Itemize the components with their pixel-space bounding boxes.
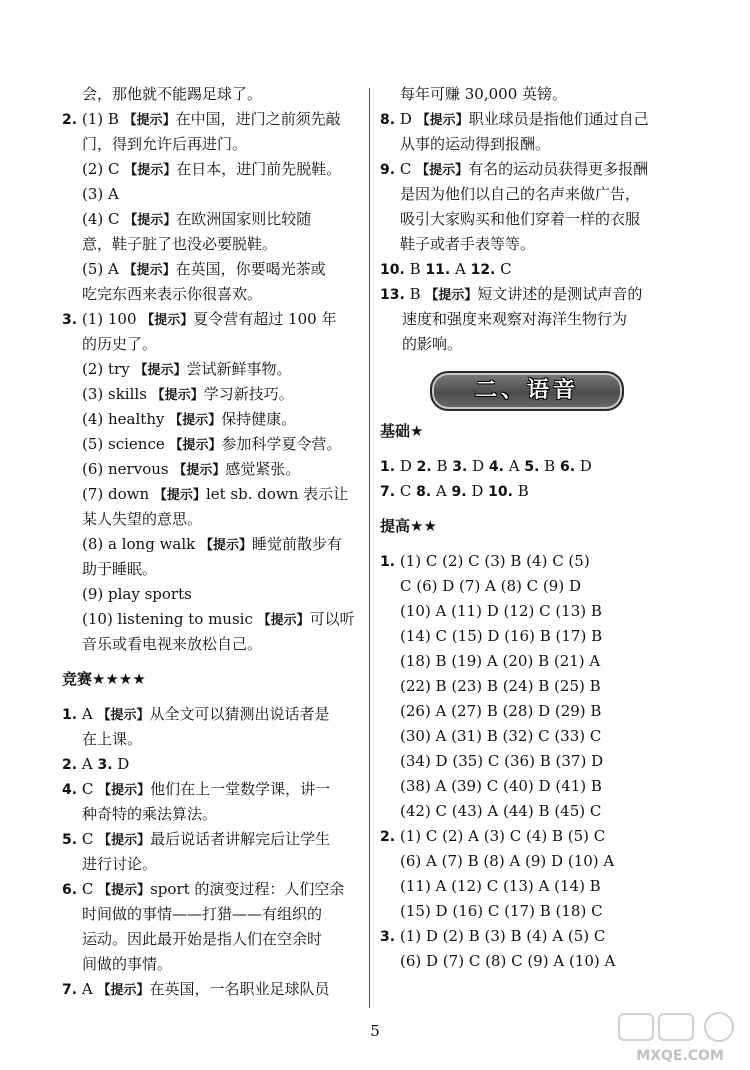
hint-label: 【提示】 (169, 413, 222, 428)
answer-line (380, 674, 680, 699)
answer-text: (2) try (82, 360, 135, 378)
answer-line (62, 82, 362, 107)
answer-text: A (81, 705, 98, 723)
answer-text: 学习新技巧。 (203, 385, 294, 403)
answer-text: D (575, 457, 592, 475)
answer-text: 夏令营有超过 100 年 (193, 310, 337, 328)
answer-line (380, 232, 680, 257)
question-number: 6. (559, 459, 576, 475)
hint-label: 【提示】 (98, 783, 151, 798)
answer-text: 种奇特的乘法算法。 (82, 805, 218, 823)
answer-text: (5) A (82, 260, 124, 278)
answer-text: B (409, 285, 426, 303)
answer-text: (1) B (81, 110, 124, 128)
hint-label: 【提示】 (153, 488, 206, 503)
answer-line (62, 132, 362, 157)
answer-text: (8) a long walk (82, 535, 201, 553)
question-number: 12. (470, 262, 496, 278)
answer-text: C (81, 780, 99, 798)
answer-text: A (431, 482, 452, 500)
answer-text: (1) 100 (81, 310, 142, 328)
question-number: 2. (380, 829, 396, 845)
answer-text: (1) C (2) C (3) B (4) C (5) (399, 552, 590, 570)
answer-text: (15) D (16) C (17) B (18) C (400, 902, 603, 920)
section-heading (62, 667, 362, 692)
answer-text: 助于睡眠。 (82, 560, 158, 578)
section-heading-text: 基础★ (380, 422, 424, 440)
answer-line (62, 282, 362, 307)
section-heading (380, 419, 680, 444)
left-column (62, 82, 362, 1002)
watermark-logo (615, 1010, 745, 1066)
question-number: 7. (62, 982, 78, 998)
answer-text: 在中国，进门之前须先敲 (175, 110, 341, 128)
answer-text: 会，那他就不能踢足球了。 (82, 85, 263, 103)
hint-label: 【提示】 (257, 613, 310, 628)
answer-line (380, 207, 680, 232)
answer-text: 感觉紧张。 (225, 460, 301, 478)
hint-label: 【提示】 (98, 883, 151, 898)
answer-text: 尝试新鲜事物。 (186, 360, 292, 378)
answer-text: 最后说话者讲解完后让学生 (150, 830, 331, 848)
answer-text: (34) D (35) C (36) B (37) D (400, 752, 604, 770)
page-number: 5 (370, 1022, 380, 1040)
answer-line (62, 977, 362, 1002)
hint-label: 【提示】 (200, 538, 253, 553)
answer-text: (22) B (23) B (24) B (25) B (400, 677, 601, 695)
answer-text: (3) skills (82, 385, 152, 403)
answer-text: (30) A (31) B (32) C (33) C (400, 727, 602, 745)
hint-label: 【提示】 (151, 388, 204, 403)
spacer (380, 539, 680, 549)
answer-line (380, 132, 680, 157)
question-number: 2. (416, 459, 432, 475)
answer-line (62, 307, 362, 332)
answer-line (62, 107, 362, 132)
answer-line (380, 574, 680, 599)
question-number: 3. (62, 312, 78, 328)
answer-line (62, 902, 362, 927)
answer-line (62, 582, 362, 607)
answer-line (62, 407, 362, 432)
question-number: 9. (380, 162, 396, 178)
answer-text: A (503, 457, 525, 475)
answer-line (380, 899, 680, 924)
answer-text: (18) B (19) A (20) B (21) A (400, 652, 601, 670)
answer-line (380, 157, 680, 182)
question-number: 6. (62, 882, 78, 898)
answer-text: 从全文可以猜测出说话者是 (149, 705, 330, 723)
answer-text: 保持健康。 (221, 410, 297, 428)
right-column-answers-bottom (380, 419, 680, 974)
answer-line (380, 949, 680, 974)
question-number: 1. (380, 459, 396, 475)
answer-line (380, 924, 680, 949)
answer-line (380, 749, 680, 774)
right-column-answers-top (380, 82, 680, 357)
answer-text: (26) A (27) B (28) D (29) B (400, 702, 602, 720)
answer-line (380, 774, 680, 799)
answer-text: 参加科学夏令营。 (221, 435, 342, 453)
answer-text: 在日本，进门前先脱鞋。 (176, 160, 342, 178)
answer-text: B (431, 457, 453, 475)
answer-text: D (467, 457, 489, 475)
answer-text: 的影响。 (402, 335, 463, 353)
answer-text: A (81, 755, 98, 773)
question-number: 5. (524, 459, 540, 475)
answer-line (380, 107, 680, 132)
question-number: 10. (380, 262, 405, 278)
answer-text: (5) science (82, 435, 170, 453)
answer-line (62, 557, 362, 582)
answer-text: (11) A (12) C (13) A (14) B (400, 877, 601, 895)
answer-line (380, 479, 680, 504)
section-heading-text: 竞赛★★★★ (62, 670, 146, 688)
answer-text: B (409, 260, 426, 278)
hint-label: 【提示】 (97, 708, 150, 723)
answer-line (62, 532, 362, 557)
answer-text: 意，鞋子脏了也没必要脱鞋。 (82, 235, 278, 253)
question-number: 2. (62, 112, 78, 128)
spacer (62, 657, 362, 667)
answer-line (380, 282, 680, 307)
hint-label: 【提示】 (416, 163, 469, 178)
answer-text: D (399, 110, 417, 128)
answer-text: 在上课。 (82, 730, 143, 748)
question-number: 11. (425, 262, 451, 278)
answer-text: 运动。因此最开始是指人们在空余时 (82, 930, 323, 948)
answer-text: (10) listening to music (82, 610, 258, 628)
answer-line (380, 82, 680, 107)
section-banner-wrap (380, 357, 680, 419)
answer-text: D (112, 755, 130, 773)
answer-text: 每年可赚 30,000 英镑。 (400, 85, 568, 103)
question-number: 7. (380, 484, 396, 500)
answer-text: (1) D (2) B (3) B (4) A (5) C (399, 927, 606, 945)
answer-line (62, 727, 362, 752)
answer-text: B (512, 482, 529, 500)
answer-text: D (466, 482, 489, 500)
hint-label: 【提示】 (169, 438, 222, 453)
answer-line (62, 182, 362, 207)
answer-text: (42) C (43) A (44) B (45) C (400, 802, 602, 820)
question-number: 9. (451, 484, 467, 500)
answer-text: let sb. down 表示让 (205, 485, 349, 503)
answer-text: D (399, 457, 417, 475)
answer-line (62, 952, 362, 977)
answer-line (62, 702, 362, 727)
answer-text: 职业球员是指他们通过自己 (468, 110, 649, 128)
answer-text: 吃完东西来表示你很喜欢。 (82, 285, 263, 303)
answer-line (380, 307, 680, 332)
answer-text: (7) down (82, 485, 154, 503)
hint-label: 【提示】 (134, 363, 187, 378)
answer-line (62, 827, 362, 852)
answer-line (380, 699, 680, 724)
section-banner-title: 二、语音 (474, 378, 579, 403)
answer-text: 是因为他们以自己的名声来做广告， (400, 185, 641, 203)
answer-text: 吸引大家购买和他们穿着一样的衣服 (400, 210, 641, 228)
section-heading-text: 提高★★ (380, 517, 437, 535)
hint-label: 【提示】 (97, 983, 150, 998)
answer-text: 从事的运动得到报酬。 (400, 135, 551, 153)
answer-text: (10) A (11) D (12) C (13) B (400, 602, 602, 620)
answer-text: (4) C (82, 210, 125, 228)
answer-text: 时间做的事情——打猎——有组织的 (82, 905, 323, 923)
answer-text: 进行讨论。 (82, 855, 158, 873)
answer-text: 可以听 (309, 610, 355, 628)
answer-line (62, 877, 362, 902)
answer-text: C (495, 260, 512, 278)
answer-text: 在英国，你要喝光茶或 (175, 260, 326, 278)
answer-line (62, 482, 362, 507)
answer-text: (6) A (7) B (8) A (9) D (10) A (400, 852, 615, 870)
spacer (62, 692, 362, 702)
answer-text: sport 的演变过程：人们空余 (150, 880, 345, 898)
answer-text: 鞋子或者手表等等。 (400, 235, 536, 253)
answer-line (380, 624, 680, 649)
question-number: 4. (62, 782, 78, 798)
question-number: 3. (452, 459, 468, 475)
question-number: 8. (416, 484, 432, 500)
answer-line (62, 752, 362, 777)
answer-text: B (539, 457, 560, 475)
hint-label: 【提示】 (173, 463, 226, 478)
answer-text: 在英国，一名职业足球队员 (149, 980, 330, 998)
hint-label: 【提示】 (141, 313, 194, 328)
question-number: 13. (380, 287, 405, 303)
hint-label: 【提示】 (123, 263, 176, 278)
question-number: 2. (62, 757, 78, 773)
question-number: 10. (488, 484, 513, 500)
question-number: 1. (62, 707, 78, 723)
question-number: 3. (97, 757, 113, 773)
spacer (380, 504, 680, 514)
answer-line (62, 607, 362, 632)
answer-text: A (450, 260, 471, 278)
answer-text: 速度和强度来观察对海洋生物行为 (402, 310, 628, 328)
answer-line (62, 332, 362, 357)
answer-text: (9) play sports (82, 585, 192, 603)
section-heading (380, 514, 680, 539)
answer-text: 有名的运动员获得更多报酬 (468, 160, 649, 178)
answer-line (62, 207, 362, 232)
answer-line (62, 232, 362, 257)
answer-line (380, 332, 680, 357)
svg-text:MXQE.COM: MXQE.COM (636, 1048, 724, 1064)
hint-label: 【提示】 (124, 213, 177, 228)
section-banner (430, 371, 624, 411)
answer-line (62, 927, 362, 952)
answer-text: A (81, 980, 98, 998)
answer-line (380, 549, 680, 574)
answer-text: C (399, 160, 417, 178)
answer-line (380, 724, 680, 749)
answer-line (62, 357, 362, 382)
hint-label: 【提示】 (416, 113, 469, 128)
answer-text: C (399, 482, 417, 500)
answer-line (62, 632, 362, 657)
hint-label: 【提示】 (123, 113, 176, 128)
answer-text: 的历史了。 (82, 335, 158, 353)
hint-label: 【提示】 (98, 833, 151, 848)
answer-line (62, 852, 362, 877)
answer-text: C (81, 830, 99, 848)
hint-label: 【提示】 (124, 163, 177, 178)
question-number: 8. (380, 112, 396, 128)
spacer (380, 444, 680, 454)
answer-line (380, 257, 680, 282)
answer-text: 门，得到允许后再进门。 (82, 135, 248, 153)
right-column (380, 82, 680, 974)
answer-text: 他们在上一堂数学课，讲一 (150, 780, 331, 798)
answer-line (62, 777, 362, 802)
answer-line (380, 874, 680, 899)
answer-line (62, 382, 362, 407)
answer-line (380, 599, 680, 624)
answer-line (380, 849, 680, 874)
answer-line (62, 432, 362, 457)
answer-line (62, 257, 362, 282)
answer-line (380, 182, 680, 207)
hint-label: 【提示】 (425, 288, 478, 303)
answer-line (62, 157, 362, 182)
answer-line (62, 802, 362, 827)
answer-text: 在欧洲国家则比较随 (176, 210, 312, 228)
answer-text: (6) D (7) C (8) C (9) A (10) A (400, 952, 616, 970)
answer-line (380, 649, 680, 674)
question-number: 5. (62, 832, 78, 848)
answer-text: 睡觉前散步有 (252, 535, 343, 553)
answer-text: (14) C (15) D (16) B (17) B (400, 627, 603, 645)
answer-line (380, 454, 680, 479)
answer-text: (3) A (82, 185, 119, 203)
answer-text: C (6) D (7) A (8) C (9) D (400, 577, 581, 595)
answer-text: C (81, 880, 99, 898)
answer-line (62, 507, 362, 532)
answer-text: (6) nervous (82, 460, 174, 478)
answer-text: 某人失望的意思。 (82, 510, 203, 528)
answer-line (62, 457, 362, 482)
question-number: 4. (488, 459, 504, 475)
answer-text: (4) healthy (82, 410, 170, 428)
question-number: 3. (380, 929, 396, 945)
question-number: 1. (380, 554, 396, 570)
answer-text: (1) C (2) A (3) C (4) B (5) C (399, 827, 606, 845)
answer-text: 短文讲述的是测试声音的 (477, 285, 643, 303)
answer-line (380, 799, 680, 824)
answer-text: (38) A (39) C (40) D (41) B (400, 777, 602, 795)
answer-text: 间做的事情。 (82, 955, 173, 973)
answer-text: (2) C (82, 160, 125, 178)
answer-line (380, 824, 680, 849)
column-divider (369, 88, 370, 1008)
answer-text: 音乐或看电视来放松自己。 (82, 635, 263, 653)
